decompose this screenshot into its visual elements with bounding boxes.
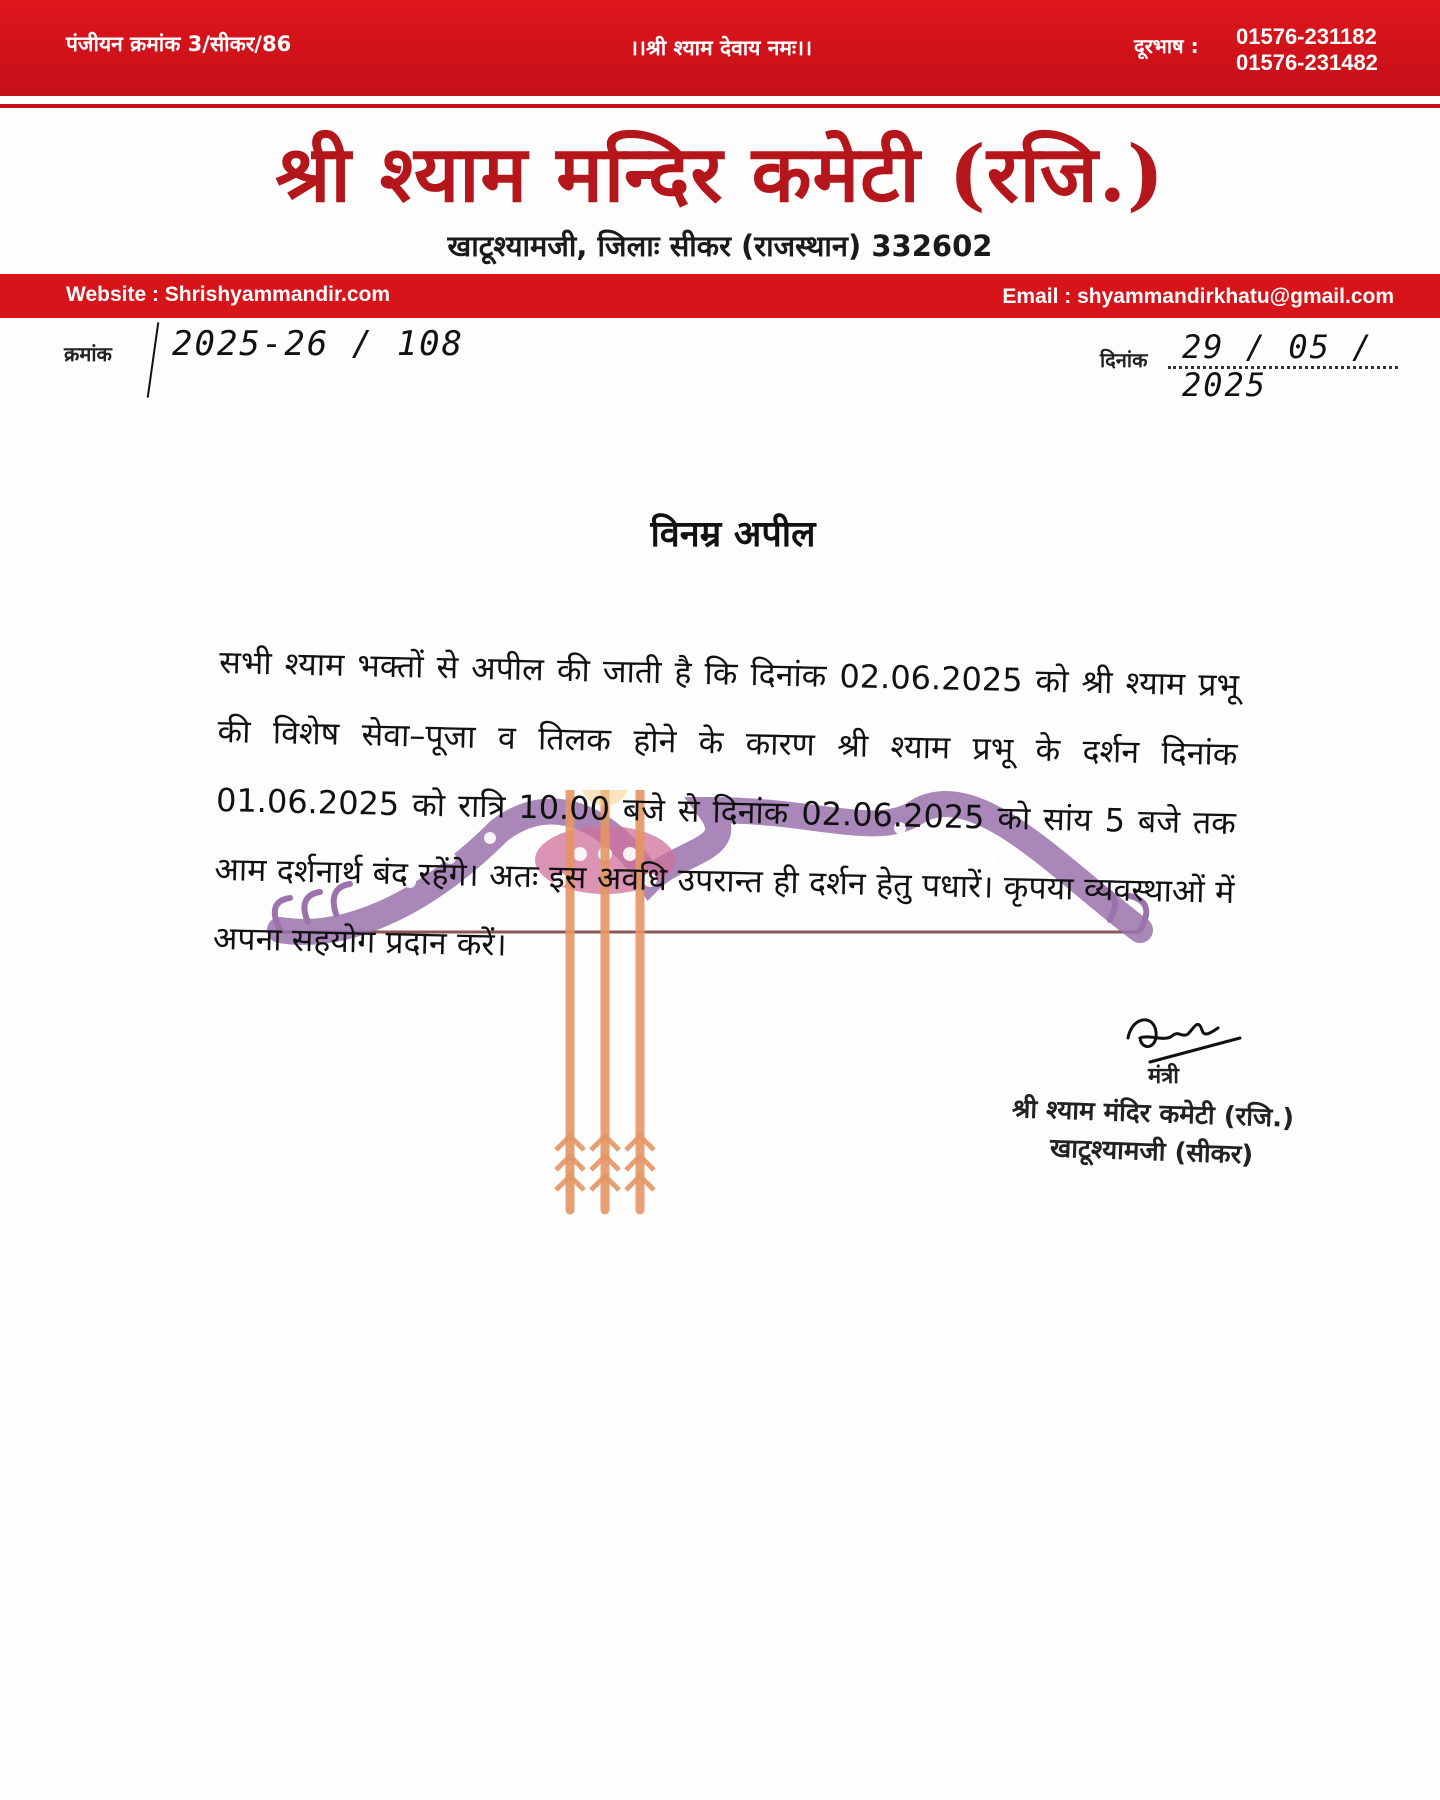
phone-label: दूरभाष : <box>1134 34 1199 58</box>
signatory-designation: मंत्री <box>1148 1064 1179 1089</box>
invocation-text: ।।श्री श्याम देवाय नमः।। <box>630 36 813 60</box>
reference-divider <box>147 322 160 398</box>
signatory-place: खाटूश्यामजी (सीकर) <box>1049 1133 1254 1171</box>
email-text: Email : shyammandirkhatu@gmail.com <box>1002 285 1394 308</box>
organization-address: खाटूश्यामजी, जिलाः सीकर (राजस्थान) 332602 <box>447 229 993 263</box>
phone-number-1: 01576-231182 <box>1236 24 1377 49</box>
header-band <box>0 0 1440 96</box>
reference-number: 2025-26 / 108 <box>172 324 465 364</box>
contact-band <box>0 274 1440 318</box>
letter-body: सभी श्याम भक्तों से अपील की जाती है कि दिनांक 02.06.2025 को श्री श्याम प्रभू की विशेष सेवा–पूजा व तिलक होने के कारण श्री श्याम प्रभू के दर्शन दिनांक 01.06.2025 को रात्रि 10.00 बजे से दिनांक 02.06.2025 को सांय 5 बजे तक आम दर्शनार्थ बंद रहेंगे। अतः इस अवधि उपरान्त ही दर्शन हेतु पधारें। कृपया व्यवस्थाओं में अपना सहयोग प्रदान करें। <box>212 642 1240 964</box>
handwritten-signature <box>1120 1008 1250 1078</box>
header-divider <box>0 104 1440 108</box>
date-value: 29 / 05 / 2025 <box>1182 328 1374 404</box>
date-label: दिनांक <box>1100 348 1148 372</box>
reference-label: क्रमांक <box>64 342 112 366</box>
website-text: Website : Shrishyammandir.com <box>66 283 391 306</box>
organization-title: श्री श्याम मन्दिर कमेटी (रजि.) <box>275 129 1165 220</box>
phone-number-2: 01576-231482 <box>1236 50 1378 75</box>
letter-heading: विनम्र अपील <box>650 514 816 555</box>
registration-number: पंजीयन क्रमांक 3/सीकर/86 <box>66 32 292 56</box>
signatory-organization: श्री श्याम मंदिर कमेटी (रजि.) <box>1011 1094 1295 1134</box>
